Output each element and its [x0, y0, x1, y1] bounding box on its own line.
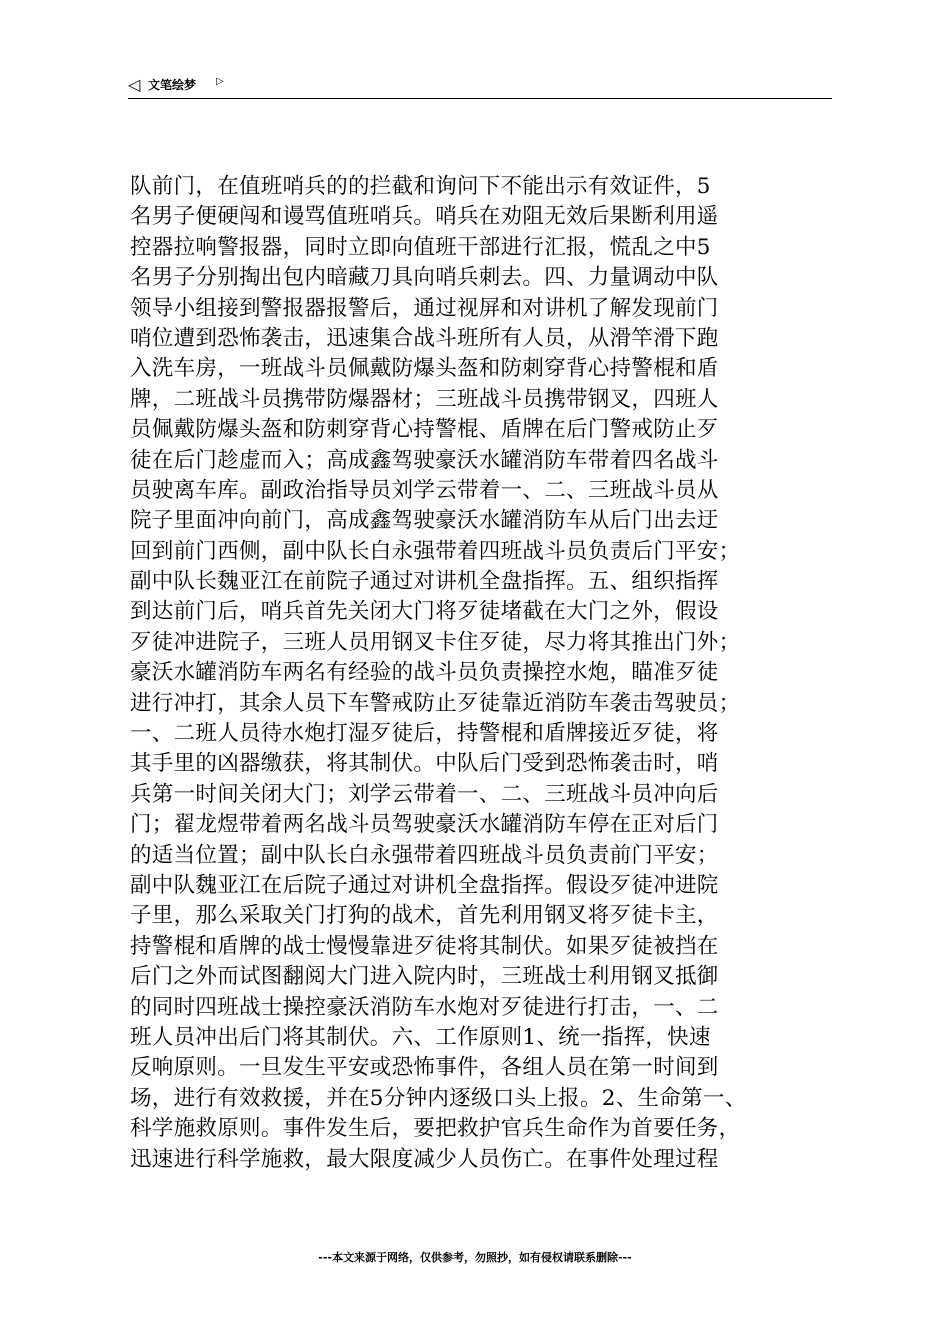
- body-line: 副中队魏亚江在后院子通过对讲机全盘指挥。假设歹徒冲进院: [130, 872, 719, 898]
- body-line: 进行冲打，其余人员下车警戒防止歹徒靠近消防车袭击驾驶员；: [130, 690, 741, 716]
- body-line: 子里，那么采取关门打狗的战术，首先利用钢叉将歹徒卡主，: [130, 903, 719, 929]
- body-line: 迅速进行科学施救，最大限度减少人员伤亡。在事件处理过程: [130, 1146, 719, 1172]
- body-line: 科学施救原则。事件发生后，要把救护官兵生命作为首要任务，: [130, 1116, 741, 1142]
- body-line: 员佩戴防爆头盔和防刺穿背心持警棍、盾牌在后门警戒防止歹: [130, 417, 719, 443]
- body-line: 哨位遭到恐怖袭击，迅速集合战斗班所有人员，从滑竿滑下跑: [130, 325, 719, 351]
- body-line: 到达前门后，哨兵首先关闭大门将歹徒堵截在大门之外，假设: [130, 599, 719, 625]
- body-line: 兵第一时间关闭大门；刘学云带着一、二、三班战斗员冲向后: [130, 781, 719, 807]
- body-line: 豪沃水罐消防车两名有经验的战斗员负责操控水炮，瞄准歹徒: [130, 660, 719, 686]
- body-line: 歹徒冲进院子，三班人员用钢叉卡住歹徒，尽力将其推出门外；: [130, 629, 741, 655]
- body-line: 领导小组接到警报器报警后，通过视屏和对讲机了解发现前门: [130, 295, 719, 321]
- body-line: 持警棍和盾牌的战士慢慢靠进歹徒将其制伏。如果歹徒被挡在: [130, 933, 719, 959]
- page-header: [128, 74, 832, 99]
- body-line: 徒在后门趁虚而入；高成鑫驾驶豪沃水罐消防车带着四名战斗: [130, 447, 719, 473]
- body-line: 名男子便硬闯和谩骂值班哨兵。哨兵在劝阻无效后果断利用遥: [130, 204, 719, 230]
- body-line: 其手里的凶器缴获，将其制伏。中队后门受到恐怖袭击时，哨: [130, 751, 719, 777]
- body-line: 回到前门西侧，副中队长白永强带着四班战斗员负责后门平安；: [130, 538, 741, 564]
- body-line: 后门之外而试图翻阅大门进入院内时，三班战士利用钢叉抵御: [130, 964, 719, 990]
- body-line: 入洗车房，一班战斗员佩戴防爆头盔和防刺穿背心持警棍和盾: [130, 356, 719, 382]
- body-line: 的适当位置；副中队长白永强带着四班战斗员负责前门平安；: [130, 842, 719, 868]
- body-line: 场，进行有效救援，并在5分钟内逐级口头上报。2、生命第一、: [130, 1085, 747, 1111]
- body-line: 的同时四班战士操控豪沃消防车水炮对歹徒进行打击，一、二: [130, 994, 719, 1020]
- body-line: 院子里面冲向前门，高成鑫驾驶豪沃水罐消防车从后门出去迂: [130, 508, 719, 534]
- body-text: [130, 172, 834, 1175]
- body-line: 一、二班人员待水炮打湿歹徒后，持警棍和盾牌接近歹徒，将: [130, 721, 719, 747]
- right-triangle-icon: ▷: [216, 76, 224, 87]
- body-line: 牌，二班战斗员携带防爆器材；三班战斗员携带钢叉，四班人: [130, 386, 719, 412]
- body-line: 控器拉响警报器，同时立即向值班干部进行汇报，慌乱之中5: [130, 234, 711, 260]
- body-line: 名男子分别掏出包内暗藏刀具向哨兵刺去。四、力量调动中队: [130, 265, 719, 291]
- body-line: 班人员冲出后门将其制伏。六、工作原则1、统一指挥，快速: [130, 1024, 711, 1050]
- left-triangle-icon: ◁: [128, 75, 141, 94]
- header-title: 文笔绘梦: [148, 78, 197, 92]
- footer-disclaimer: ---本文来源于网络，仅供参考，勿照抄，如有侵权请联系删除---: [318, 1251, 632, 1264]
- body-line: 副中队长魏亚江在前院子通过对讲机全盘指挥。五、组织指挥: [130, 569, 719, 595]
- body-line: 反响原则。一旦发生平安或恐怖事件，各组人员在第一时间到: [130, 1055, 719, 1081]
- body-line: 门；翟龙煜带着两名战斗员驾驶豪沃水罐消防车停在正对后门: [130, 812, 719, 838]
- body-line: 队前门，在值班哨兵的的拦截和询问下不能出示有效证件，5: [130, 174, 711, 199]
- body-line: 员驶离车库。副政治指导员刘学云带着一、二、三班战斗员从: [130, 477, 719, 503]
